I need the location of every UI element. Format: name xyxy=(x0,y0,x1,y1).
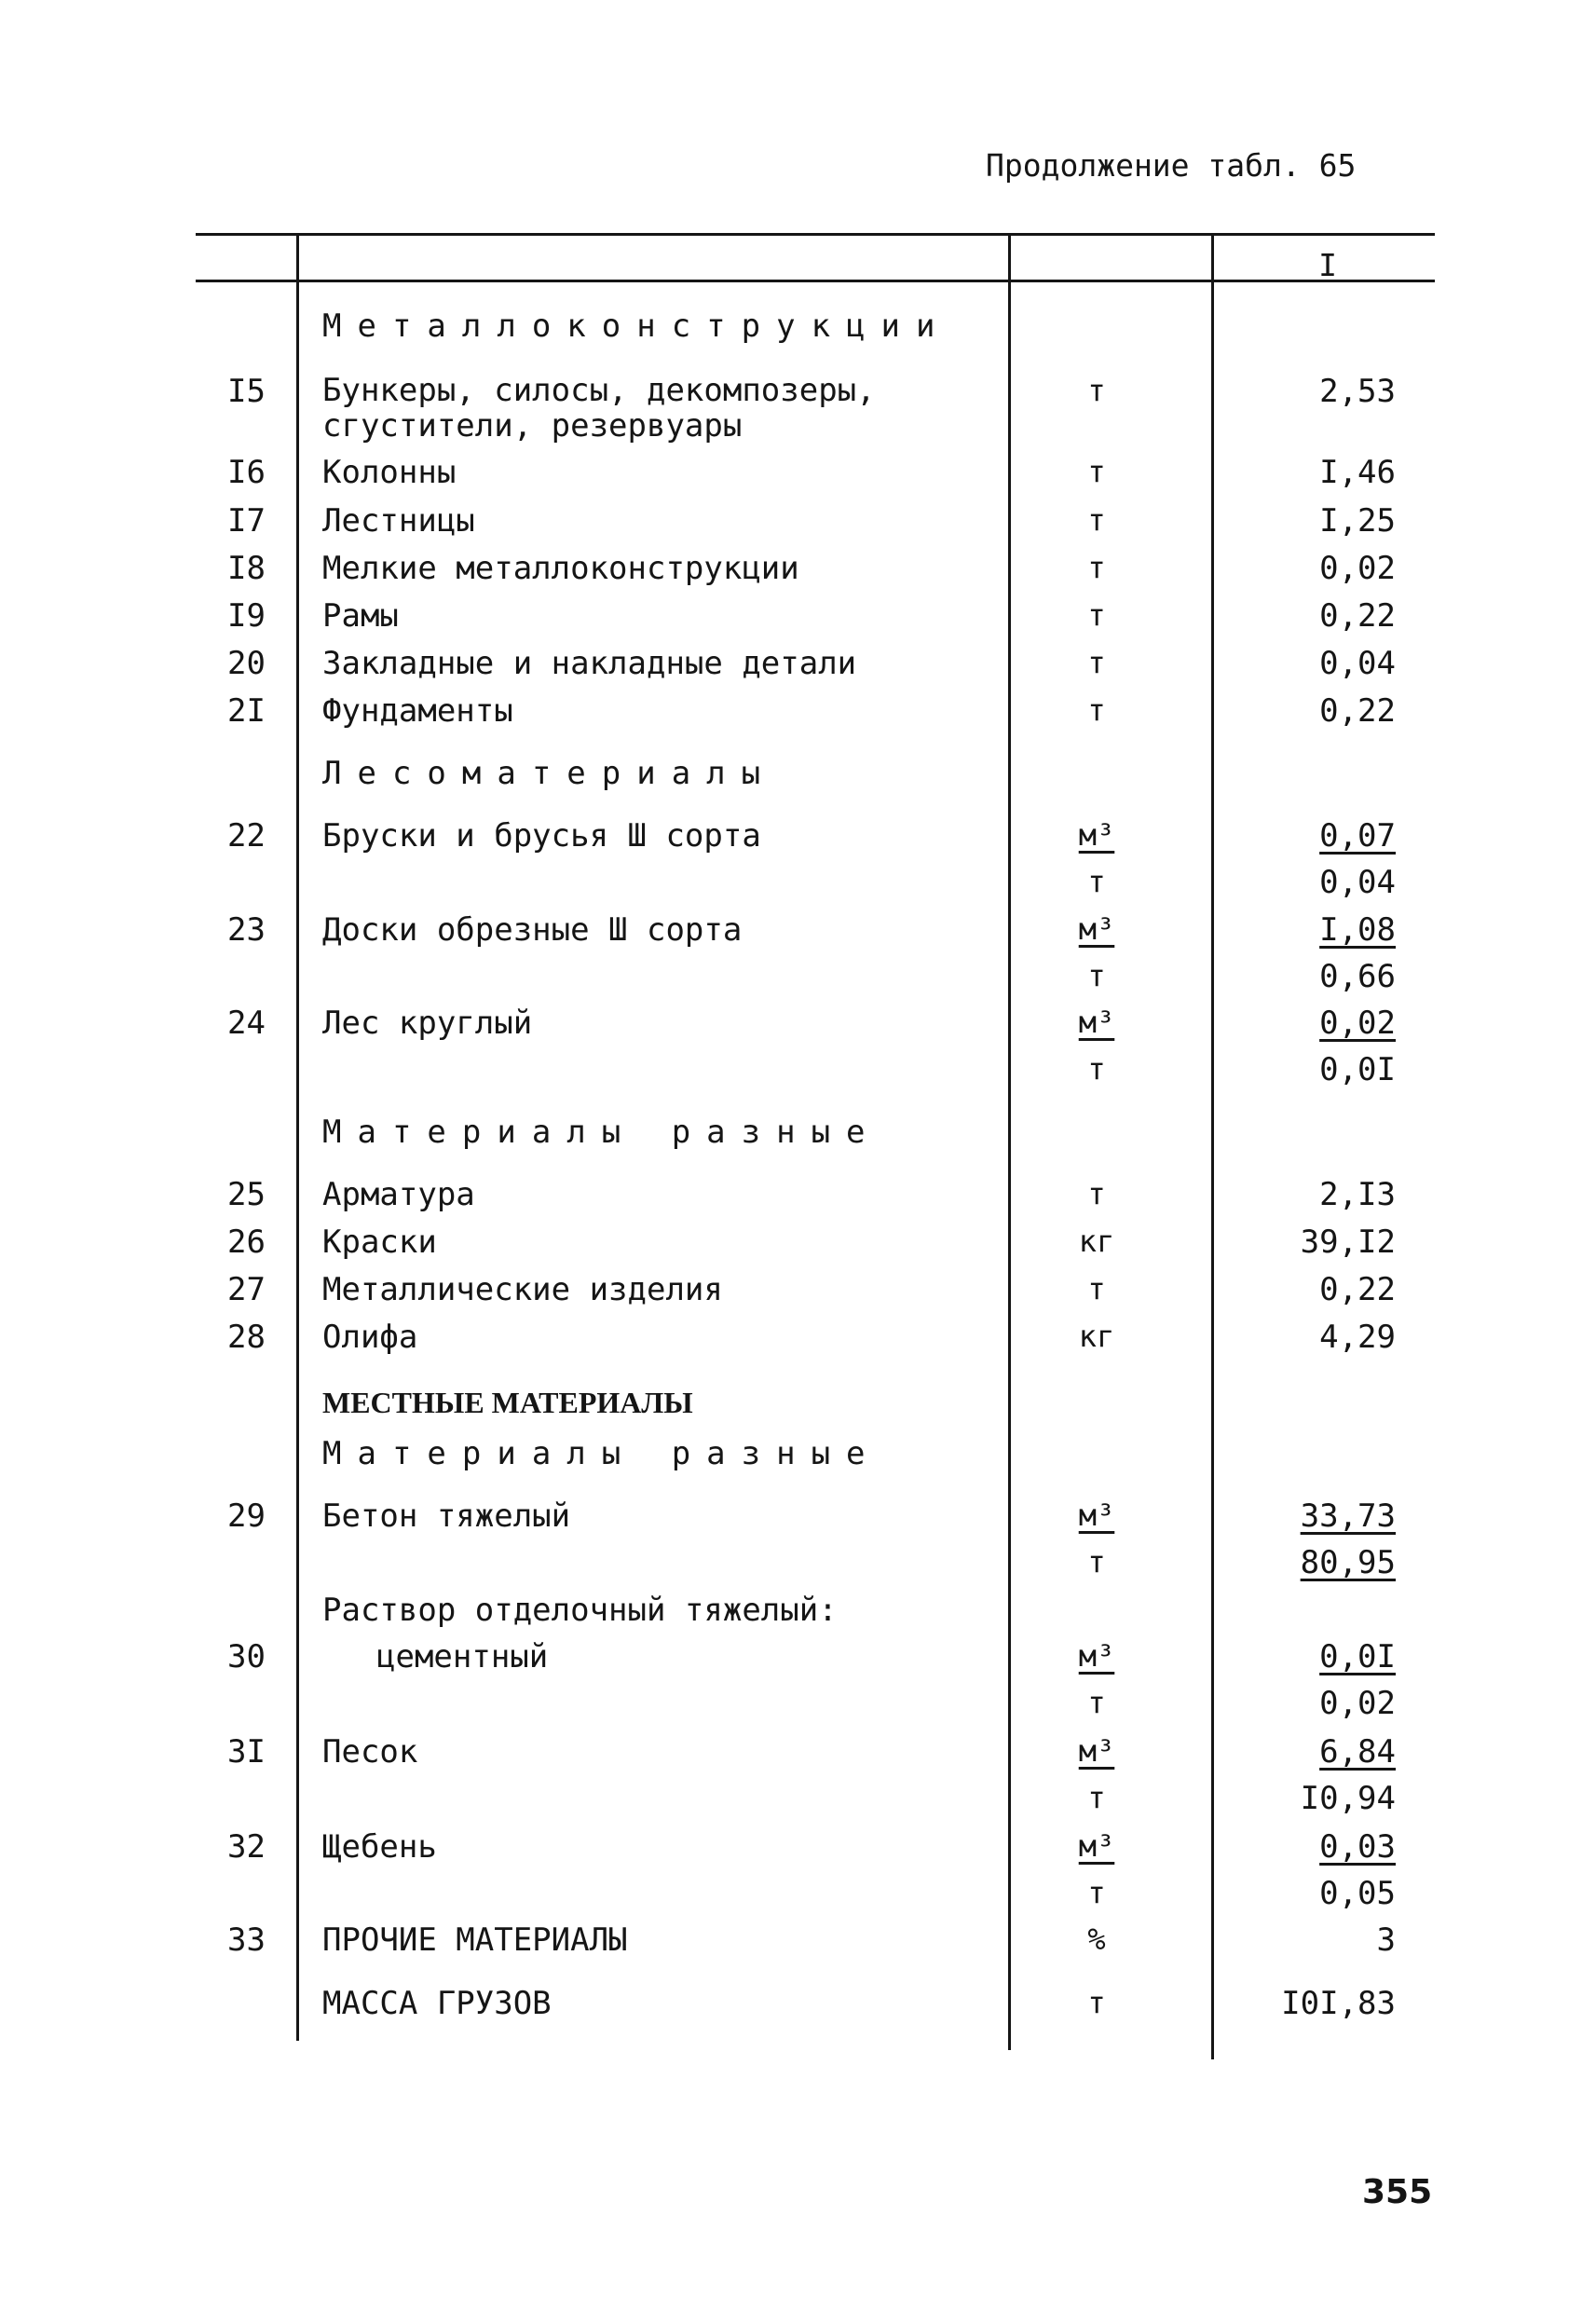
row-value: 0,22 xyxy=(1319,597,1396,635)
row-name: Доски обрезные Ш сорта xyxy=(322,911,743,949)
row-unit: м³ xyxy=(1078,911,1115,947)
row-unit: т xyxy=(1087,958,1106,993)
row-name: Лес круглый xyxy=(322,1005,533,1042)
row-name: Олифа xyxy=(322,1319,418,1356)
row-value: 0,05 xyxy=(1319,1875,1396,1912)
row-value: 0,02 xyxy=(1319,550,1396,587)
row-value: 0,03 xyxy=(1319,1828,1396,1866)
row-unit: т xyxy=(1087,1051,1106,1087)
row-unit: т xyxy=(1087,692,1106,728)
row-value: 0,02 xyxy=(1319,1005,1396,1042)
row-number: 22 xyxy=(227,817,266,855)
row-number: 29 xyxy=(227,1497,266,1535)
row-unit: т xyxy=(1087,597,1106,633)
table-row xyxy=(0,1051,1596,1088)
row-unit: м³ xyxy=(1078,1005,1115,1040)
row-value: 0,07 xyxy=(1319,817,1396,855)
row-unit: т xyxy=(1087,550,1106,585)
row-name: цементный xyxy=(376,1638,549,1675)
row-value: I,08 xyxy=(1319,911,1396,949)
row-unit: кг xyxy=(1078,1319,1115,1354)
table-row xyxy=(0,1176,1596,1213)
row-name: Арматура xyxy=(322,1176,475,1213)
section-title: Лесоматериалы xyxy=(322,755,777,792)
section-title: Материалы разные xyxy=(322,1435,881,1472)
row-name: Закладные и накладные детали xyxy=(322,645,857,682)
row-name: Краски xyxy=(322,1224,437,1261)
row-value: 0,22 xyxy=(1319,1271,1396,1308)
table-row xyxy=(0,1733,1596,1771)
table-row xyxy=(0,817,1596,855)
row-value: 6,84 xyxy=(1319,1733,1396,1771)
row-number: 25 xyxy=(227,1176,266,1213)
row-number: 27 xyxy=(227,1271,266,1308)
table-caption: Продолжение табл. 65 xyxy=(986,147,1357,184)
total-row xyxy=(0,1985,1596,2022)
row-value: 0,0I xyxy=(1319,1638,1396,1675)
row-number: I6 xyxy=(227,454,266,491)
row-unit: м³ xyxy=(1078,1828,1115,1864)
row-unit: т xyxy=(1087,1271,1106,1306)
row-value: 0,02 xyxy=(1319,1685,1396,1722)
section-title: Материалы разные xyxy=(322,1114,881,1151)
row-value: I0I,83 xyxy=(1281,1985,1396,2022)
table-row xyxy=(0,1875,1596,1912)
row-name: Металлические изделия xyxy=(322,1271,723,1308)
row-unit: м³ xyxy=(1078,1497,1115,1533)
row-value: 4,29 xyxy=(1319,1319,1396,1356)
row-unit: т xyxy=(1087,1875,1106,1910)
row-value: 3 xyxy=(1376,1921,1396,1959)
row-number: 23 xyxy=(227,911,266,949)
column-header: I xyxy=(1318,247,1337,283)
row-value: 2,53 xyxy=(1319,373,1396,410)
row-name: Песок xyxy=(322,1733,418,1771)
row-value: 2,I3 xyxy=(1319,1176,1396,1213)
row-number: I8 xyxy=(227,550,266,587)
row-unit: т xyxy=(1087,645,1106,680)
table-row xyxy=(0,454,1596,491)
table-row xyxy=(0,1685,1596,1722)
table-row xyxy=(0,597,1596,635)
row-number: I7 xyxy=(227,502,266,540)
row-value: 0,04 xyxy=(1319,864,1396,901)
row-unit: т xyxy=(1087,1544,1106,1579)
table-row xyxy=(0,372,1596,444)
table-row xyxy=(0,911,1596,949)
row-unit: м³ xyxy=(1078,817,1115,853)
row-number: 30 xyxy=(227,1638,266,1675)
table-row xyxy=(0,550,1596,587)
row-name: ПРОЧИЕ МАТЕРИАЛЫ xyxy=(322,1921,628,1959)
table-row xyxy=(0,1271,1596,1308)
row-name: Рамы xyxy=(322,597,399,635)
table-row xyxy=(0,864,1596,901)
section-heading: МЕСТНЫЕ МАТЕРИАЛЫ xyxy=(322,1386,693,1419)
row-value: 80,95 xyxy=(1300,1544,1396,1581)
table-row xyxy=(0,1319,1596,1356)
table-row xyxy=(0,1921,1596,1959)
table-row xyxy=(0,1780,1596,1817)
row-unit: т xyxy=(1087,1176,1106,1211)
row-number: 28 xyxy=(227,1319,266,1356)
row-unit: т xyxy=(1087,1985,1106,2020)
row-name: Мелкие металлоконструкции xyxy=(322,550,799,587)
row-number: I9 xyxy=(227,597,266,635)
table-row xyxy=(0,1224,1596,1261)
row-value: 0,22 xyxy=(1319,692,1396,730)
page-number: 355 xyxy=(1362,2173,1433,2211)
row-name: Лестницы xyxy=(322,502,475,540)
table-top-rule xyxy=(196,233,1435,236)
row-number: 32 xyxy=(227,1828,266,1866)
row-name: Бункеры, силосы, декомпозеры, сгустители, резервуары xyxy=(322,372,876,444)
row-name: Бруски и брусья Ш сорта xyxy=(322,817,761,855)
row-name: Бетон тяжелый xyxy=(322,1497,571,1535)
row-unit: т xyxy=(1087,1780,1106,1815)
row-name: Колонны xyxy=(322,454,457,491)
row-number: 2I xyxy=(227,692,266,730)
table-row xyxy=(0,1828,1596,1866)
row-unit: м³ xyxy=(1078,1638,1115,1674)
row-value: 0,0I xyxy=(1319,1051,1396,1088)
row-number: 26 xyxy=(227,1224,266,1261)
row-number: 3I xyxy=(227,1733,266,1771)
row-unit: т xyxy=(1087,373,1106,408)
table-row xyxy=(0,502,1596,540)
table-row xyxy=(0,1497,1596,1535)
row-value: 33,73 xyxy=(1300,1497,1396,1535)
table-row xyxy=(0,645,1596,682)
row-unit: т xyxy=(1087,1685,1106,1720)
table-row xyxy=(0,1544,1596,1581)
row-unit: т xyxy=(1087,502,1106,538)
row-number: 24 xyxy=(227,1005,266,1042)
table-row xyxy=(0,1005,1596,1042)
table-row xyxy=(0,692,1596,730)
row-value: 0,04 xyxy=(1319,645,1396,682)
row-unit: % xyxy=(1087,1921,1106,1957)
row-value: 0,66 xyxy=(1319,958,1396,995)
section-title: Металлоконструкции xyxy=(322,308,951,345)
table-row xyxy=(0,958,1596,995)
row-value: 39,I2 xyxy=(1300,1224,1396,1261)
row-number: 33 xyxy=(227,1921,266,1959)
group-label: Раствор отделочный тяжелый: xyxy=(322,1592,838,1629)
row-unit: т xyxy=(1087,454,1106,489)
row-value: I,46 xyxy=(1319,454,1396,491)
row-name: МАССА ГРУЗОВ xyxy=(322,1985,552,2022)
row-number: I5 xyxy=(227,373,266,410)
row-value: I0,94 xyxy=(1300,1780,1396,1817)
row-unit: т xyxy=(1087,864,1106,899)
row-name: Щебень xyxy=(322,1828,437,1866)
row-unit: кг xyxy=(1078,1224,1115,1259)
table-row xyxy=(0,1638,1596,1675)
row-number: 20 xyxy=(227,645,266,682)
row-name: Фундаменты xyxy=(322,692,513,730)
row-value: I,25 xyxy=(1319,502,1396,540)
row-unit: м³ xyxy=(1078,1733,1115,1769)
